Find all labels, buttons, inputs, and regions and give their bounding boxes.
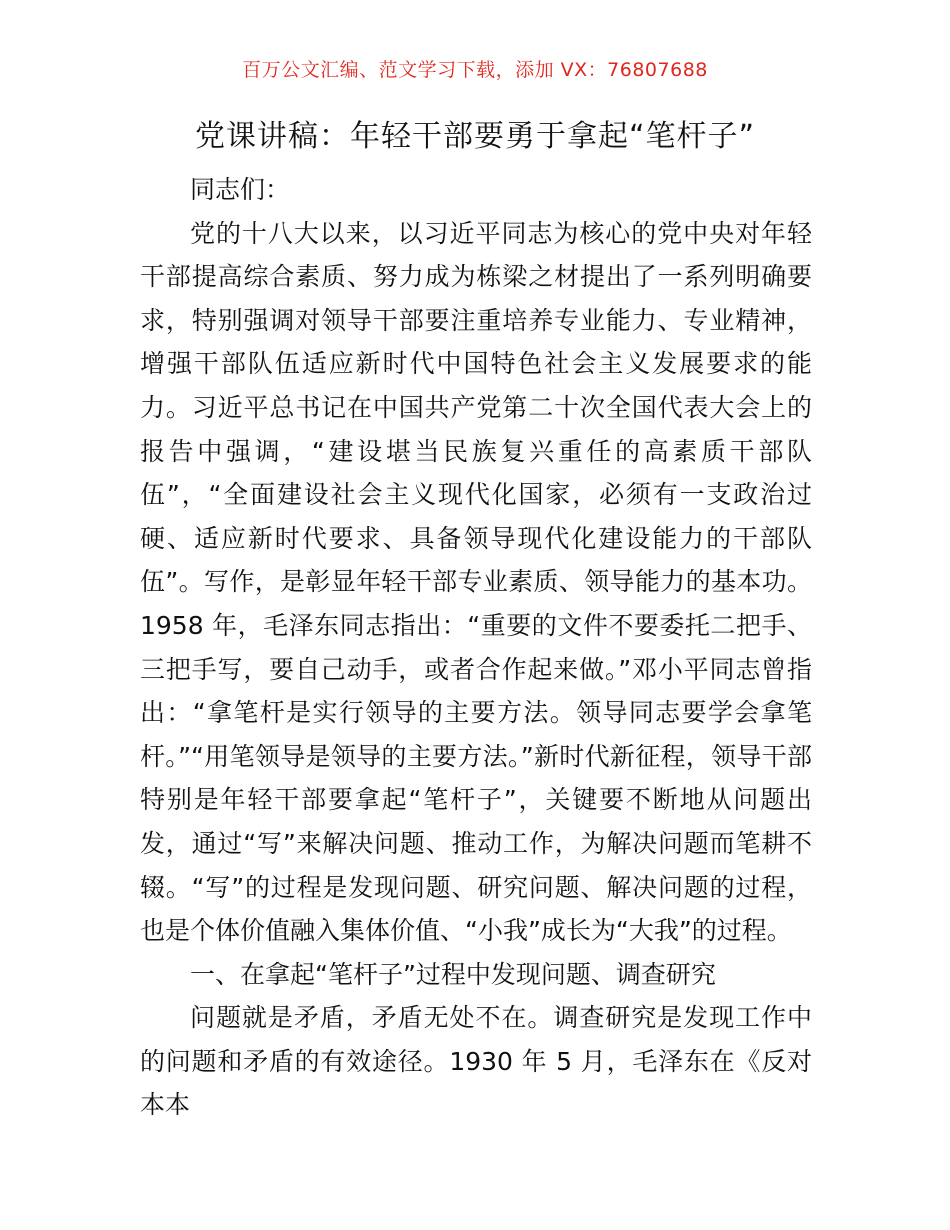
body-paragraph: 问题就是矛盾，矛盾无处不在。调查研究是发现工作中的问题和矛盾的有效途径。1930 年 5 月，毛泽东在《反对本本 — [140, 1003, 812, 1120]
document-body — [140, 168, 812, 1127]
body-paragraph: 党的十八大以来，以习近平同志为核心的党中央对年轻干部提高综合素质、努力成为栋梁之材提出了一系列明确要求，特别强调对领导干部要注重培养专业能力、专业精神，增强干部队伍适应新时代中国特色社会主义发展要求的能力。习近平总书记在中国共产党第二十次全国代表大会上的报告中强调，“建设堪当民族复兴重任的高素质干部队伍”，“全面建设社会主义现代化国家，必须有一支政治过硬、适应新时代要求、具备领导现代化建设能力的干部队伍”。写作，是彰显年轻干部专业素质、领导能力的基本功。1958 年，毛泽东同志指出：“重要的文件不要委托二把手、三把手写，要自己动手，或者合作起来做。”邓小平同志曾指出：“拿笔杆是实行领导的主要方法。领导同志要学会拿笔杆。”“用笔领导是领导的主要方法。”新时代新征程，领导干部特别是年轻干部要拿起“笔杆子”，关键要不断地从问题出发，通过“写”来解决问题、推动工作，为解决问题而笔耕不辍。“写”的过程是发现问题、研究问题、解决问题的过程，也是个体价值融入集体价值、“小我”成长为“大我”的过程。 — [140, 218, 812, 946]
document-title: 党课讲稿：年轻干部要勇于拿起“笔杆子” — [194, 119, 756, 154]
section-heading: 一、在拿起“笔杆子”过程中发现问题、调查研究 — [190, 959, 716, 989]
salutation: 同志们： — [190, 175, 291, 204]
promo-header: 百万公文汇编、范文学习下载，添加 VX：76807688 — [242, 59, 708, 81]
